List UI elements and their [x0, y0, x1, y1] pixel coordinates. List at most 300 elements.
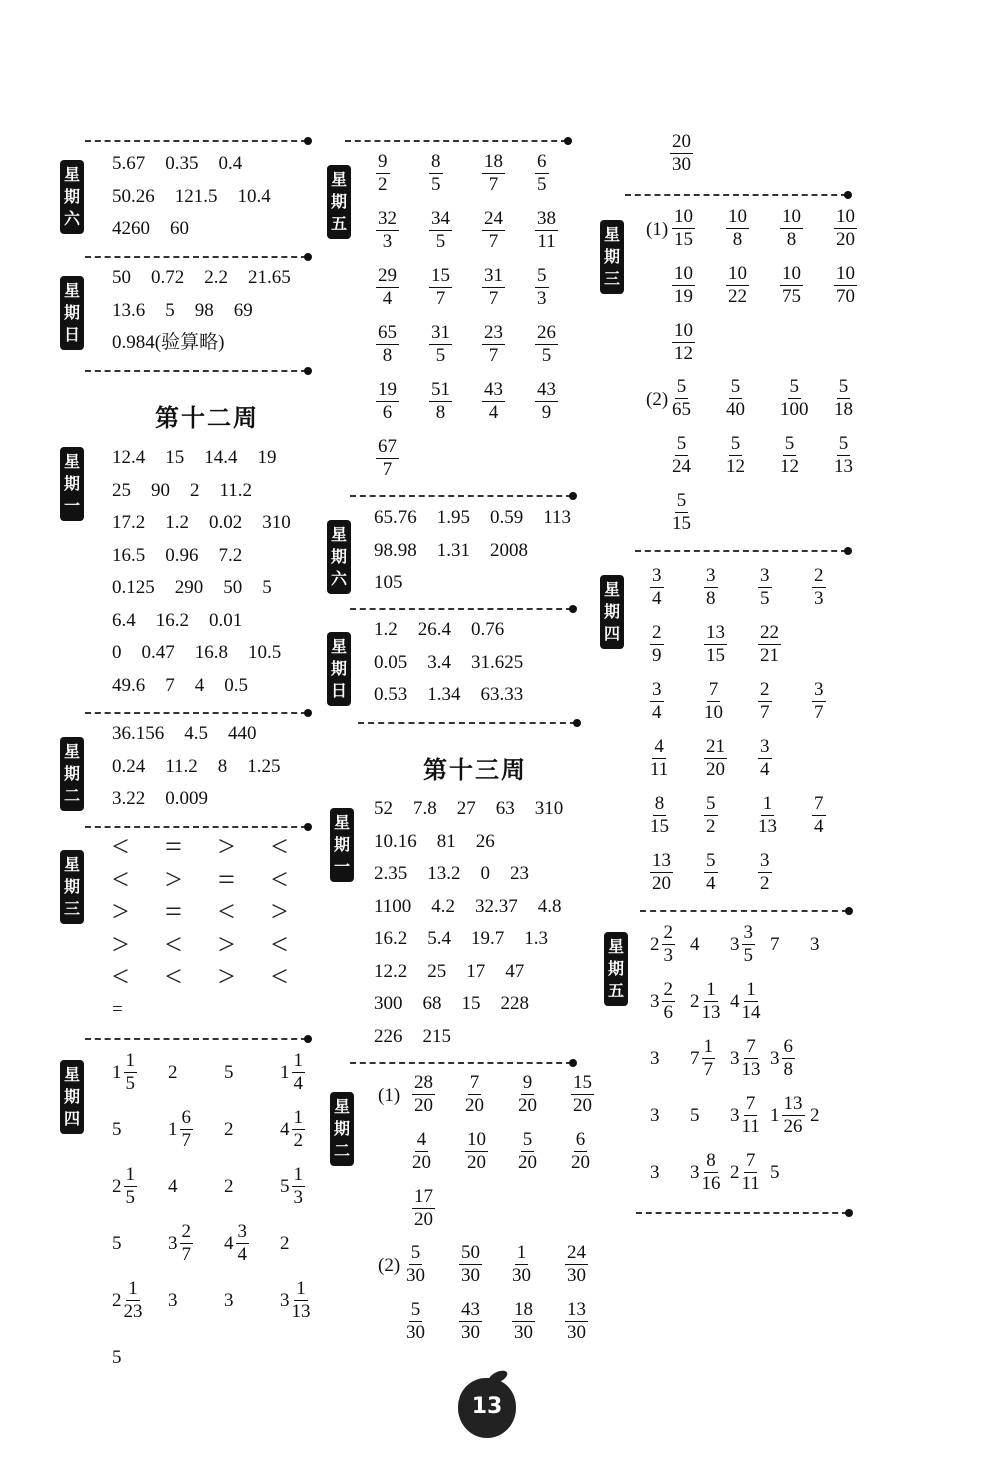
whole-part: 3 — [730, 1047, 740, 1069]
numerator: 43 — [537, 379, 556, 400]
fraction — [376, 265, 399, 310]
denominator: 20 — [571, 1152, 590, 1173]
denominator: 4 — [293, 1073, 303, 1094]
answer-row — [112, 540, 311, 573]
denominator: 3 — [814, 588, 824, 609]
fraction — [704, 850, 718, 895]
answer-row — [112, 475, 311, 508]
mixed-number — [112, 1050, 137, 1095]
whole-part: 3 — [168, 1232, 178, 1254]
answer-value: 5 — [165, 299, 175, 321]
numerator: 10 — [836, 263, 855, 284]
answer-row — [112, 751, 301, 784]
numerator: 1 — [703, 1036, 713, 1057]
denominator: 40 — [726, 399, 745, 420]
denominator: 5 — [541, 345, 552, 366]
answer-row — [112, 148, 291, 181]
answer-row — [374, 793, 583, 826]
numerator: 10 — [782, 263, 801, 284]
numerator: 7 — [746, 1036, 756, 1057]
denominator: 30 — [567, 1265, 586, 1286]
fraction — [670, 131, 693, 176]
mixed-number — [168, 1221, 193, 1266]
fraction-part — [180, 1221, 194, 1266]
numerator: 10 — [674, 263, 693, 284]
fraction — [565, 1299, 588, 1344]
denominator: 8 — [783, 1059, 793, 1080]
whole-number: 5 — [112, 1119, 122, 1140]
denominator: 20 — [412, 1152, 431, 1173]
numerator: 7 — [745, 1093, 756, 1114]
tab-char: 星 — [330, 525, 347, 544]
tab-char: 星 — [333, 813, 350, 832]
answer-value: 5.4 — [427, 928, 451, 949]
comparison-symbol: < — [165, 927, 182, 961]
whole-number: 2 — [224, 1176, 234, 1197]
answer-value: 47 — [505, 960, 525, 982]
numerator: 10 — [674, 320, 693, 341]
comparison-symbol: < — [218, 895, 235, 928]
numerator: 3 — [814, 679, 824, 700]
fraction — [780, 433, 799, 478]
answer-row — [374, 858, 583, 891]
fraction-part — [742, 1093, 760, 1138]
numerator: 67 — [378, 436, 397, 457]
comparison-symbol: = — [112, 999, 123, 1020]
answer-value: 31.625 — [471, 651, 524, 673]
fraction — [482, 379, 505, 424]
numerator: 23 — [484, 322, 503, 343]
fraction — [758, 565, 772, 610]
tab-char: 星 — [330, 637, 347, 656]
whole-number: 3 — [224, 1290, 234, 1311]
answer-value: 17.2 — [112, 512, 146, 533]
answer-value: 0 — [112, 642, 122, 663]
fraction — [834, 433, 853, 478]
tab-char: 星 — [63, 855, 80, 874]
fraction — [459, 1299, 482, 1344]
tab-char: 一 — [63, 496, 80, 515]
day-tab-saturday — [60, 160, 84, 234]
numerator: 38 — [537, 208, 556, 229]
mixed-number — [280, 1050, 305, 1095]
fraction-part — [292, 1278, 311, 1323]
mixed-number — [770, 1093, 805, 1138]
numerator: 10 — [467, 1129, 486, 1150]
tab-char: 期 — [333, 835, 350, 854]
answer-value: 0.53 — [374, 684, 408, 705]
whole-number: 4 — [690, 934, 700, 955]
answer-value: 1.3 — [524, 928, 548, 949]
answer-value: 15 — [461, 993, 481, 1014]
fraction-part — [782, 1093, 805, 1138]
denominator: 4 — [760, 759, 770, 780]
numerator: 3 — [706, 565, 716, 586]
whole-number: 3 — [650, 1048, 660, 1069]
numerator: 5 — [676, 433, 687, 454]
mixed-number — [280, 1107, 305, 1152]
answer-value: 105 — [374, 572, 403, 593]
tab-char: 星 — [603, 225, 620, 244]
answer-row — [374, 535, 591, 568]
whole-part: 3 — [730, 933, 740, 955]
comparison-symbol: < — [112, 960, 129, 993]
denominator: 13 — [741, 1059, 761, 1080]
fraction — [512, 1242, 531, 1287]
answer-row — [374, 614, 543, 647]
tab-char: 日 — [63, 325, 80, 344]
whole-part: 2 — [650, 933, 660, 955]
numerator: 7 — [745, 1150, 756, 1171]
denominator: 4 — [237, 1244, 247, 1265]
answer-value: 16.8 — [194, 642, 228, 663]
fraction-part — [124, 1164, 138, 1209]
numerator: 1 — [293, 1050, 303, 1071]
mixed-number — [650, 922, 675, 967]
whole-part: 1 — [112, 1061, 122, 1083]
answer-row — [112, 670, 311, 703]
denominator: 10 — [704, 702, 723, 723]
fraction — [412, 1072, 435, 1117]
day-tab-sunday — [60, 276, 84, 350]
denominator: 21 — [760, 645, 779, 666]
denominator: 8 — [706, 588, 716, 609]
whole-part: 4 — [224, 1232, 234, 1254]
fraction — [758, 850, 772, 895]
answer-value: 4.5 — [184, 723, 208, 744]
fraction — [535, 265, 549, 310]
part-label-4: (2) — [646, 389, 669, 410]
denominator: 70 — [836, 286, 855, 307]
answer-row — [112, 295, 311, 328]
whole-number: 3 — [810, 934, 820, 955]
fraction — [376, 322, 399, 367]
numerator: 3 — [743, 922, 753, 943]
numerator: 43 — [484, 379, 503, 400]
comparison-symbol: = — [165, 830, 182, 863]
denominator: 16 — [701, 1173, 721, 1194]
numerator: 8 — [431, 151, 441, 172]
answer-value: 12.2 — [374, 960, 408, 982]
numerator: 5 — [522, 1129, 533, 1150]
fraction — [726, 433, 745, 478]
answer-value: 228 — [500, 993, 529, 1014]
answer-value: 1.25 — [247, 755, 281, 777]
numerator: 5 — [838, 376, 849, 397]
fraction — [672, 263, 695, 308]
denominator: 18 — [834, 399, 853, 420]
fraction — [758, 736, 772, 781]
denominator: 14 — [741, 1002, 761, 1023]
comparison-symbol: < — [271, 927, 288, 961]
denominator: 11 — [741, 1173, 760, 1194]
fraction — [726, 206, 749, 251]
fraction — [518, 1072, 537, 1117]
denominator: 7 — [703, 1059, 713, 1080]
answer-value: 26.4 — [417, 619, 451, 640]
day-tab-monday — [60, 447, 84, 521]
denominator: 5 — [435, 231, 446, 252]
week-13-title: 第十三周 — [423, 756, 527, 784]
fraction-part — [180, 1107, 194, 1152]
numerator: 2 — [652, 622, 662, 643]
numerator: 8 — [706, 1150, 716, 1171]
fraction-part — [702, 979, 721, 1024]
mixed-number — [730, 1036, 761, 1081]
page-number-badge — [458, 1378, 516, 1438]
denominator: 5 — [431, 174, 441, 195]
denominator: 5 — [537, 174, 547, 195]
denominator: 13 — [834, 456, 853, 477]
part-label-2: (2) — [378, 1255, 401, 1276]
whole-number: 5 — [690, 1105, 700, 1126]
tab-char: 期 — [330, 659, 347, 678]
answer-value: 8 — [217, 755, 228, 777]
numerator: 5 — [410, 1242, 421, 1263]
answer-row — [374, 647, 543, 680]
answer-value: 300 — [374, 993, 403, 1014]
numerator: 4 — [654, 736, 664, 757]
comparison-symbol: > — [218, 830, 235, 863]
answer-row — [112, 327, 311, 360]
denominator: 7 — [488, 231, 499, 252]
tab-char: 期 — [333, 1119, 350, 1138]
answer-row — [374, 1021, 583, 1054]
numerator: 10 — [728, 263, 747, 284]
fraction — [406, 1299, 425, 1344]
answer-value: 27 — [456, 798, 476, 819]
fraction — [465, 1129, 488, 1174]
fraction — [535, 208, 558, 253]
whole-part: 1 — [280, 1061, 290, 1083]
fraction — [834, 206, 857, 251]
tab-char: 六 — [63, 209, 80, 228]
mixed-number — [224, 1221, 249, 1266]
numerator: 5 — [537, 265, 547, 286]
denominator: 8 — [786, 229, 797, 250]
mixed-number — [650, 979, 675, 1024]
denominator: 4 — [382, 288, 393, 309]
answer-value: 98.98 — [374, 539, 417, 561]
fraction — [406, 1242, 425, 1287]
answer-value: 215 — [422, 1025, 451, 1047]
answer-value: 0.35 — [165, 153, 199, 174]
answer-value: 26 — [475, 830, 495, 852]
answer-row — [112, 262, 311, 295]
denominator: 6 — [663, 1002, 673, 1023]
answer-row — [112, 637, 311, 670]
fraction — [726, 263, 749, 308]
answer-value: 49.6 — [112, 674, 146, 696]
fraction — [571, 1072, 594, 1117]
denominator: 100 — [780, 399, 809, 420]
tab-char: 三 — [63, 899, 80, 918]
whole-part: 3 — [730, 1104, 740, 1126]
fraction — [812, 565, 826, 610]
whole-part: 3 — [770, 1047, 780, 1069]
denominator: 19 — [674, 286, 693, 307]
fraction — [518, 1129, 537, 1174]
mixed-number — [730, 922, 755, 967]
denominator: 24 — [672, 456, 691, 477]
fraction-part — [742, 979, 761, 1024]
fraction — [482, 208, 505, 253]
denominator: 12 — [674, 343, 693, 364]
numerator: 34 — [431, 208, 450, 229]
fraction-part — [662, 979, 676, 1024]
comparison-symbol: < — [271, 830, 288, 863]
whole-number: 2 — [810, 1105, 820, 1126]
tab-char: 期 — [63, 764, 80, 783]
fraction — [429, 322, 452, 367]
denominator: 65 — [672, 399, 691, 420]
fraction — [672, 320, 695, 365]
numerator: 21 — [706, 736, 725, 757]
numerator: 13 — [567, 1299, 586, 1320]
denominator: 15 — [706, 645, 725, 666]
day-tab-sunday-2 — [327, 632, 351, 706]
denominator: 30 — [461, 1265, 480, 1286]
denominator: 5 — [125, 1187, 135, 1208]
week-12-title: 第十二周 — [155, 404, 259, 432]
answer-value: 1.2 — [165, 512, 189, 533]
denominator: 13 — [758, 816, 777, 837]
answers-monday-2 — [374, 793, 583, 1053]
whole-number: 4 — [168, 1176, 178, 1197]
denominator: 20 — [414, 1095, 433, 1116]
comparison-symbol: = — [218, 862, 235, 896]
day-tab-friday-2 — [604, 932, 628, 1006]
answer-value: 0.47 — [141, 642, 175, 663]
mixed-number — [112, 1278, 143, 1323]
answer-value: 1.2 — [374, 619, 398, 640]
numerator: 5 — [706, 793, 716, 814]
answer-value: 11.2 — [219, 479, 253, 501]
fraction — [650, 679, 664, 724]
answer-value: 14.4 — [204, 447, 238, 468]
answers-sunday-2 — [374, 614, 543, 712]
mixed-number — [730, 1150, 760, 1195]
tab-char: 一 — [333, 857, 350, 876]
answer-value: 10.4 — [237, 185, 271, 207]
numerator: 20 — [672, 131, 691, 152]
denominator: 30 — [512, 1265, 531, 1286]
tab-char: 六 — [330, 569, 347, 588]
numerator: 3 — [760, 736, 770, 757]
fraction — [429, 208, 452, 253]
denominator: 23 — [123, 1301, 143, 1322]
denominator: 3 — [382, 231, 393, 252]
tab-char: 期 — [330, 547, 347, 566]
answer-row — [112, 718, 301, 751]
denominator: 20 — [518, 1152, 537, 1173]
numerator: 1 — [293, 1164, 303, 1185]
fraction-part — [742, 1150, 760, 1195]
numerator: 2 — [663, 922, 673, 943]
numerator: 3 — [652, 679, 662, 700]
fraction — [780, 263, 803, 308]
fraction-part — [702, 1036, 716, 1081]
numerator: 26 — [537, 322, 556, 343]
mixed-number — [730, 979, 761, 1024]
numerator: 10 — [674, 206, 693, 227]
answer-row — [112, 213, 291, 246]
comparison-symbol: < — [112, 862, 129, 896]
tab-char: 期 — [63, 877, 80, 896]
numerator: 7 — [708, 679, 719, 700]
numerator: 5 — [730, 433, 741, 454]
fraction — [512, 1299, 535, 1344]
denominator: 20 — [467, 1152, 486, 1173]
answers-monday — [112, 442, 311, 702]
tab-char: 期 — [607, 959, 624, 978]
tab-char: 期 — [63, 187, 80, 206]
answer-value: 25 — [112, 479, 131, 501]
numerator: 24 — [484, 208, 503, 229]
numerator: 5 — [838, 433, 849, 454]
denominator: 5 — [125, 1073, 135, 1094]
fraction — [780, 206, 803, 251]
whole-part: 2 — [112, 1289, 122, 1311]
answer-value: 310 — [262, 512, 291, 533]
numerator: 1 — [706, 979, 716, 1000]
numerator: 9 — [522, 1072, 533, 1093]
denominator: 7 — [760, 702, 770, 723]
whole-number: 5 — [112, 1233, 122, 1254]
answer-row — [374, 891, 583, 924]
answer-value: 440 — [228, 723, 257, 744]
numerator: 1 — [296, 1278, 306, 1299]
denominator: 8 — [382, 345, 393, 366]
whole-part: 2 — [730, 1161, 740, 1183]
numerator: 1 — [125, 1164, 135, 1185]
fraction — [672, 433, 691, 478]
tab-char: 五 — [330, 214, 347, 233]
answer-value: 19 — [257, 447, 277, 468]
numerator: 13 — [783, 1093, 803, 1114]
whole-part: 2 — [112, 1175, 122, 1197]
numerator: 6 — [181, 1107, 191, 1128]
answer-value: 0.5 — [224, 674, 248, 696]
denominator: 7 — [435, 288, 446, 309]
answer-value: 19.7 — [471, 928, 505, 949]
denominator: 9 — [541, 402, 552, 423]
fraction — [565, 1242, 588, 1287]
numerator: 65 — [378, 322, 397, 343]
numerator: 6 — [575, 1129, 586, 1150]
answer-value: 6.4 — [112, 609, 136, 631]
tab-char: 星 — [330, 170, 347, 189]
fraction — [672, 206, 695, 251]
answer-row — [112, 442, 311, 475]
answer-value: 98 — [194, 299, 214, 321]
fraction — [780, 376, 809, 421]
fraction — [482, 322, 505, 367]
denominator: 4 — [652, 702, 662, 723]
fraction-part — [292, 1107, 306, 1152]
fraction-part — [742, 1036, 761, 1081]
fraction — [429, 151, 443, 196]
denominator: 15 — [672, 513, 691, 534]
answer-value: 17 — [466, 960, 486, 982]
numerator: 1 — [125, 1050, 135, 1071]
tab-char: 四 — [63, 1109, 80, 1128]
numerator: 7 — [469, 1072, 480, 1093]
mixed-number — [168, 1107, 193, 1152]
answer-value: 13.2 — [427, 863, 461, 884]
fraction — [459, 1242, 482, 1287]
answer-value: 63 — [495, 798, 515, 819]
